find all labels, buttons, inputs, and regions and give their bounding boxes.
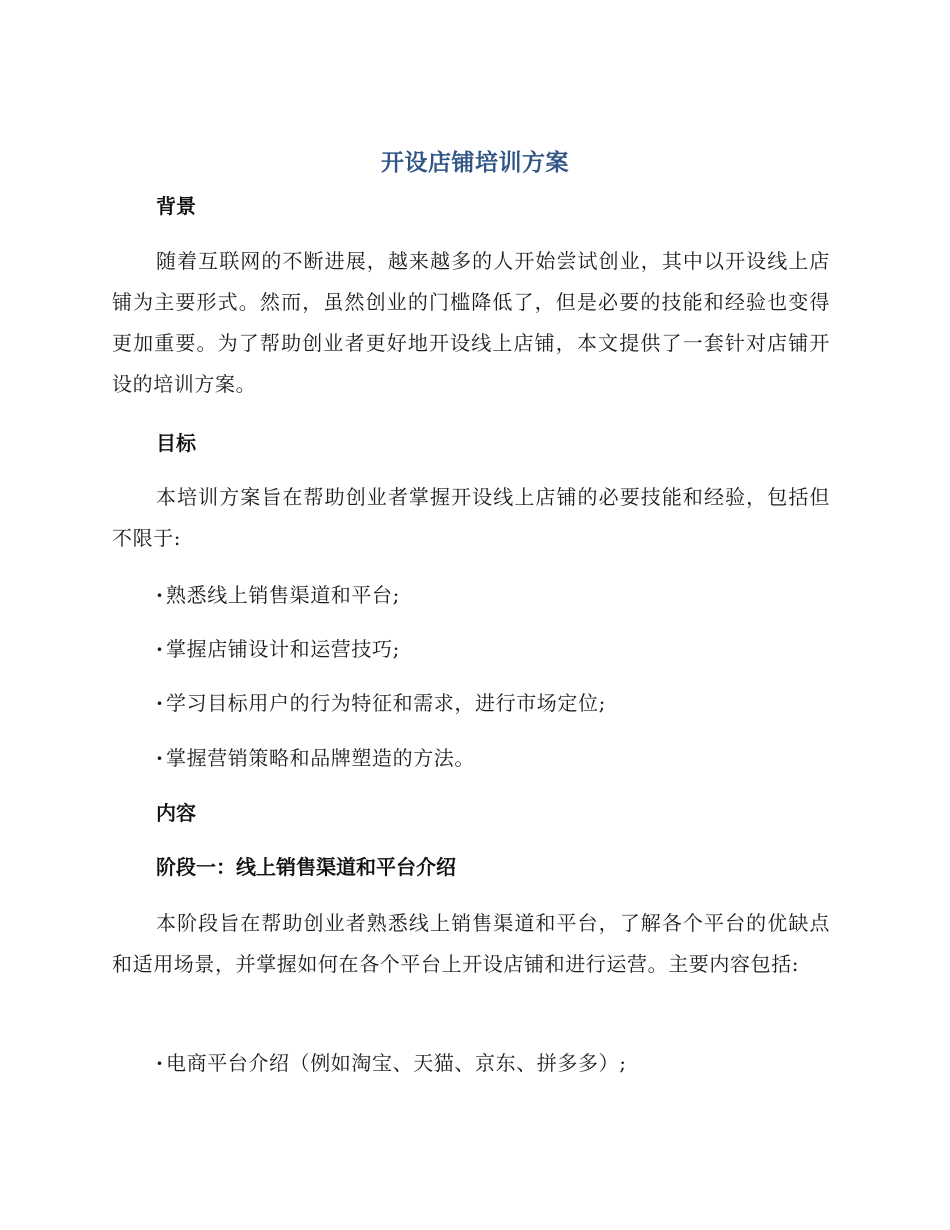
goal-list-item (156, 688, 606, 718)
stage1-heading: 阶段一：线上销售渠道和平台介绍 (156, 855, 456, 879)
goal-list-item-text: 学习目标用户的行为特征和需求，进行市场定位; (166, 691, 606, 715)
section-heading-content: 内容 (156, 801, 196, 825)
stage1-list-item (156, 1048, 627, 1078)
goal-list-item-text: 掌握营销策略和品牌塑造的方法。 (166, 746, 475, 770)
goal-list-item (156, 634, 400, 664)
stage1-list-item-text: 电商平台介绍（例如淘宝、天猫、京东、拼多多）; (166, 1051, 627, 1075)
background-paragraph: 随着互联网的不断进展，越来越多的人开始尝试创业，其中以开设线上店铺为主要形式。然而，虽然创业的门槛降低了，但是必要的技能和经验也变得更加重要。为了帮助创业者更好地开设线上店铺，本文提供了一套针对店铺开设的培训方案。 (112, 249, 830, 396)
document-title: 开设店铺培训方案 (381, 150, 569, 176)
bullet-icon: · (156, 1051, 164, 1075)
stage1-paragraph: 本阶段旨在帮助创业者熟悉线上销售渠道和平台，了解各个平台的优缺点和适用场景，并掌握如何在各个平台上开设店铺和进行运营。主要内容包括: (112, 911, 830, 976)
bullet-icon: · (156, 583, 164, 607)
bullet-icon: · (156, 691, 164, 715)
goal-list-item (156, 580, 400, 610)
section-heading-background: 背景 (156, 194, 196, 218)
bullet-icon: · (156, 637, 164, 661)
goal-list-item-text: 熟悉线上销售渠道和平台; (166, 583, 400, 607)
section-heading-goal: 目标 (156, 431, 196, 455)
goal-list-item-text: 掌握店铺设计和运营技巧; (166, 637, 400, 661)
bullet-icon: · (156, 746, 164, 770)
goal-list-item (156, 743, 475, 773)
goal-paragraph: 本培训方案旨在帮助创业者掌握开设线上店铺的必要技能和经验，包括但不限于: (112, 485, 830, 550)
